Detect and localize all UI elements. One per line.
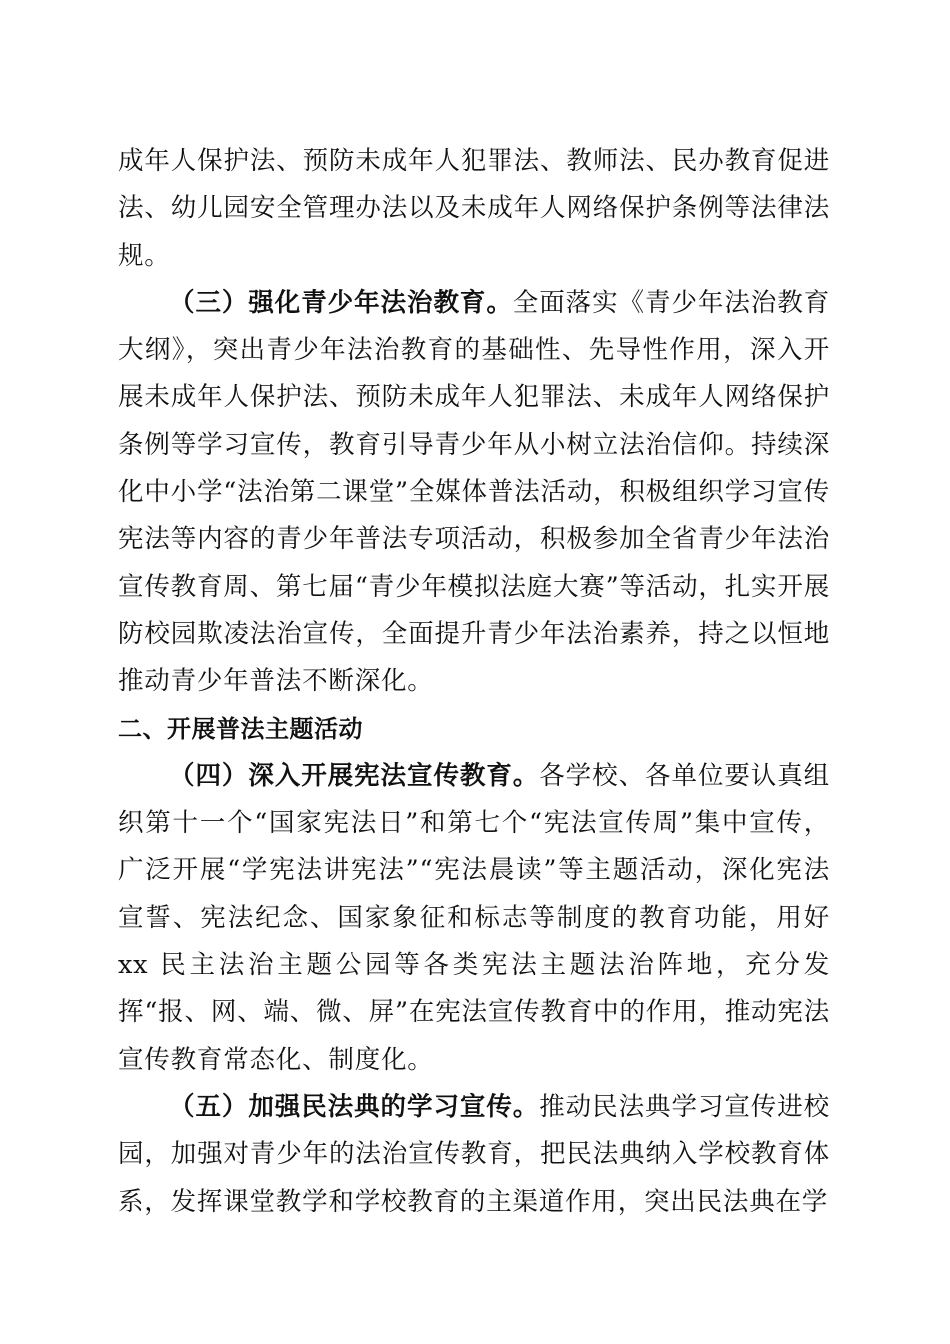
section-3-lead: （三）强化青少年法治教育。 <box>169 287 513 318</box>
document-body <box>118 138 830 1226</box>
continuation-paragraph: 成年人保护法、预防未成年人犯罪法、教师法、民办教育促进法、幼儿园安全管理办法以及未成年人网络保护条例等法律法规。 <box>118 146 830 271</box>
section-3-body: 全面落实《青少年法治教育大纲》，突出青少年法治教育的基础性、先导性作用，深入开展未成年人保护法、预防未成年人犯罪法、未成年人网络保护条例等学习宣传，教育引导青少年从小树立法治信仰。持续深化中小学“法治第二课堂”全媒体普法活动，积极组织学习宣传宪法等内容的青少年普法专项活动，积极参加全省青少年法治宣传教育周、第七届“青少年模拟法庭大赛”等活动，扎实开展防校园欺凌法治宣传，全面提升青少年法治素养，持之以恒地推动青少年普法不断深化。 <box>118 287 830 697</box>
section-heading-2: 二、开展普法主题活动 <box>118 714 363 743</box>
section-5-paragraph <box>118 1084 830 1226</box>
section-5-body: 推动民法典学习宣传进校园，加强对青少年的法治宣传教育，把民法典纳入学校教育体系，发挥课堂教学和学校教育的主渠道作用，突出民法典在学 <box>118 1091 830 1217</box>
section-5-lead: （五）加强民法典的学习宣传。 <box>169 1091 540 1122</box>
section-4-body: 各学校、各单位要认真组织第十一个“国家宪法日”和第七个“宪法宣传周”集中宣传，广泛开展“学宪法讲宪法”“宪法晨读”等主题活动，深化宪法宣誓、宪法纪念、国家象征和标志等制度的教育功能，用好 xx 民主法治主题公园等各类宪法主题法治阵地，充分发挥“报、网、端、微、屏”在宪法宣传教育中的作用，推动宪法宣传教育常态化、制度化。 <box>118 760 830 1075</box>
section-4-paragraph <box>118 753 830 1084</box>
section-3-paragraph <box>118 280 830 706</box>
section-4-lead: （四）深入开展宪法宣传教育。 <box>169 760 540 791</box>
